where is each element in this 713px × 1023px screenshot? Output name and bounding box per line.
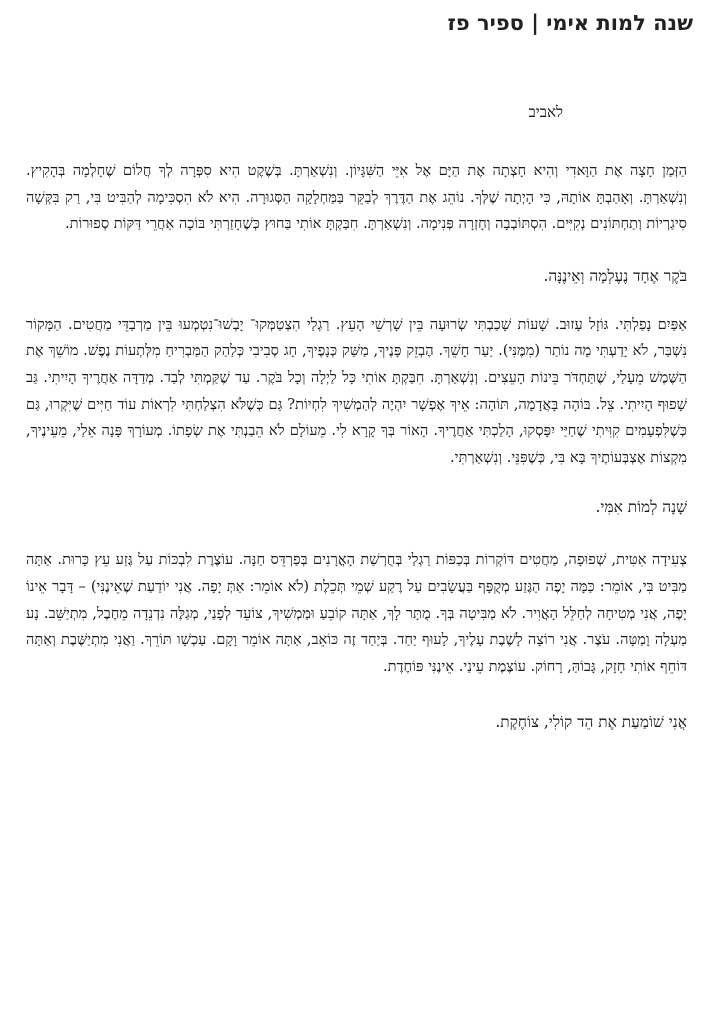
paragraph-3: אַפַּיִם נָפַלְתִּי. גּוֹזָל עָזוּב. שָׁעוֹת שָׁכַבְתִּי שְׂרוּעָה בֵּין שָׁרְשֵׁי הָעֵץ. רַגְלַי הִצְטַמְּקוּ־ יָבְשׁוּ־נִטְמְעוּ בֵּין מַרְבַדֵּי מַחֲטִים. הַמָּקוֹר נִשְׁבַּר, לֹא יָדַעְתִּי מָה נוֹתַר (מִמֶּנִּי). יַעַר חָשֵׁךְ. הֶבְזֵק פָּנֶיךָ, מַשַּׁק כְּנָפֶיךָ, חָג סְבִיבִי כְּלַהַק הַמַּבְרִיחַ מִלְּתְעוֹת נֶפֶשׁ. מוֹשֵׁךְ אֶת הַשֶּׁמֶשׁ מֵעָלַי, שֶׁתַּחְדֹּר בֵּינוֹת הָעֵצִים. וְנִשְׁאַרְתָּ. חִבַּקְתָּ אוֹתִי כָּל לַיְלָה וְכָל בֹּקֶר. עַד שֶׁקַּמְתִּי לְבַד. מְדַדָּה אַחֲרֶיךָ הָיִיתִי. גַּב שָׁפוּף הָיִיתִי. צֵל. בּוֹהָה בָּאֲדָמָה, תּוֹהָה: אֵיךְ אֶפְשָׁר יִהְיֶה לְהַמְשִׁיךְ לִחְיוֹת? גַּם כְּשֶׁלֹּא הִצְלַחְתִּי לִרְאוֹת עוֹד חַיִּים שֶׁיִּקְרוּ, גַּם כְּשֶׁלִּפְעָמִים קִוִּיתִי שֶׁחַיַּי יִפָּסְקוּ, הָלַכְתִּי אַחֲרֶיךָ. הָאוֹר בְּךָ קָרָא לִי. מֵעוֹלָם לֹא הֵבַנְתִּי אֶת שְׂפָתוֹ. מְעוֹרָךְ פָּנָה אֵלַי, מֵעֵינֶיךָ, מִקְצוֹת אֶצְבְּעוֹתֶיךָ בָּא בִּי, כְּשֶׁפִּנֵּי. וְנִשְׁאַרְתִּי.: [26, 315, 687, 466]
paragraph-1: הַזְּמַן חָצָה אֶת הַוָּאדִי וְהִיא חָצְתָה אֶת הַיָּם אֶל אִיֵּי הַשִּׁגָּיוֹן. וְנִשְׁאַרְתָּ. בְּשֶׁקֶט הִיא סִפְּרָה לְךָ חֲלוֹם שֶׁחָלְמָה בְּהָקִיץ. וְנִשְׁאַרְתָּ. וְאָהַבְתָּ אוֹתָהּ, כִּי הָיְתָה שֶׁלְּךָ. נוֹהֵג אֶת הַדֶּרֶךְ לְבַקֵּר בַּמַּחְלָקָה הַסְּגוּרָה. הִיא לֹא הִסְכִּימָה לְהַבִּיט בִּי, רַק בִּקְּשָׁה סִיגַרְיוֹת וְתַחְתּוֹנִים נְקִיִּים. הִסְתּוֹבְבָה וְחָזְרָה פְּנִימָה. וְנִשְׁאַרְתָּ. חִבַּקְתָּ אוֹתִי בַּחוּץ כְּשֶׁחָזַרְתִּי בּוֹכָה אַחֲרֵי דַּקּוֹת סְפוּרוֹת.: [26, 162, 687, 233]
paragraph-5: צְעִידָה אִטִּית, שְׁפוּפָה, מַחֲטִים דּוֹקְרוֹת בְּכַפּוֹת רַגְלַי בְּחֻרְשַׁת הָאֳרָנִים בְּפַרְדֵּס חַנָּה. עוֹצֶרֶת לִבְכּוֹת עַל גֶּזַע עֵץ כָּרוּת. אַתָּה מַבִּיט בִּי, אוֹמֵר: כַּמָּה יָפֶה הַגֶּזַע מְקֻפָּף בַּעֲשָׂבִים עַל רֶקַע שְׁמֵי תְּכֵלֶת (לֹא אוֹמֵר: אַתְּ יָפָה. אֲנִי יוֹדַעַת שֶׁאֵינֶנִּי) – דָּבָר אֵינוֹ יָפֶה, אֲנִי מְטִיחָה לְחַלֵּל הָאֲוִיר. לֹא מַבִּיטָה בְּךָ. מֻתָּר לָךְ, אַתָּה קוֹבֵעַ וּמַמְשִׁיךְ, צוֹעֵד לְפָנַי, מְגַלֶּה נִדְנֵדָה מֵחֶבֶל, מִתְיַשֵּׁב. נָע מַעְלָה וָמַטָּה. עֹצֶר. אֲנִי רוֹצָה לָשֶׁבֶת עָלֶיךָ, לָעוּף יַחַד. בְּיַחַד זֶה כּוֹאֵב, אַתָּה אוֹמֵר וָקָם. עַכְשָׁו תּוֹרֵךְ. וַאֲנִי מִתְיַשֶּׁבֶת וְאַתָּה דּוֹחֵף אוֹתִי חָזָק, גָּבוֹהַּ, רָחוֹק. עוֹצֶמֶת עֵינַי. אֵינֶנִּי פּוֹחֶדֶת.: [26, 551, 687, 675]
page-title: שנה למות אימי | ספיר פז: [447, 11, 693, 35]
paragraph-2: בֹּקֶר אֶחָד נֶעֶלְמָה וְאֵינֶנָּה.: [543, 266, 687, 285]
paragraph-6-closing: אֲנִי שׁוֹמַעַת אֶת הֵד קוֹלִי, צוֹחֶקֶת.: [495, 713, 687, 732]
paragraph-4-refrain: שָׁנָה לְמוֹת אִמִּי.: [595, 498, 687, 517]
dedication: לאביב: [528, 103, 563, 121]
